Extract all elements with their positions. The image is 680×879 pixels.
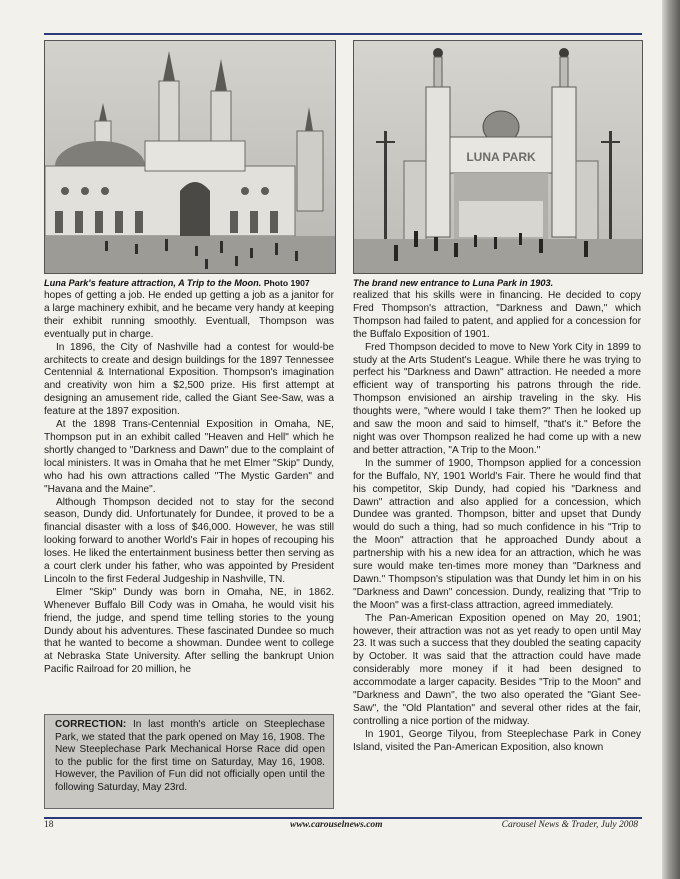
article-paragraph: Elmer "Skip" Dundy was born in Omaha, NE, in 1862. Whenever Buffalo Bill Cody was in Omaha, he would visit his friend, the judge, and spend time telling stories to the young Dundy about his adventures. These fascinated Dundee so much that he wanted to become a showman. Dundee went to college at Nebraska State University. After selling the bankrupt Union Pacific Railroad for 20 million, he [44, 586, 334, 676]
article-paragraph: The Pan-American Exposition opened on May 20, 1901; however, their attraction was not as yet ready to open until May 23. It was such a success that they doubled the seating capacity by October. It was said that the attraction could have made considerably more money if it had been designed to accommodate a larger capacity. Besides "Trip to the Moon" and "Darkness and Dawn", the two also operated the "Giant See-Saw", the "Old Plantation" and several other rides at the fair, controlling a nice portion of the midway. [353, 612, 641, 727]
bottom-rule [44, 817, 642, 819]
page-number: 18 [44, 820, 54, 830]
luna-park-sign: LUNA PARK [466, 150, 536, 164]
article-paragraph: Fred Thompson decided to move to New York City in 1899 to study at the Arts Student's League. While there he was trying to perfect his "Darkness and Dawn" attraction. He needed a more efficient way of transporting his patrons through the ride. Thompson envisioned an airship traveling in the sky. His thoughts were, "where would I take them?" Then he looked up and saw the moon and said to himself, "that's it." Before the night was over Thompson realized he had come up with a new and better attraction, "A Trip to the Moon." [353, 341, 641, 456]
article-right-column [353, 290, 641, 755]
photo-trip-to-the-moon [44, 40, 336, 274]
correction-text: In last month's article on Steeplechase Park, we stated that the park opened on May 16, 1908. The New Steeplechase Park Mechanical Horse Race did open to the public for the first time on Saturday, May 16, 1908. However, the Pavilion of Fun did not officially open until the following Saturday, May 23rd. [55, 719, 325, 793]
caption-left [44, 278, 310, 288]
article-paragraph: At the 1898 Trans-Centennial Exposition in Omaha, NE, Thompson put in an exhibit called "Heaven and Hell" which he shortly changed to "Darkness and Dawn" due to the complaint of local ministers. It was in Omaha that he met Elmer "Skip" Dundy, who had his own attractions called "The Mystic Garden" and "Havana and the Maine". [44, 419, 334, 495]
publication-info: Carousel News & Trader, July 2008 [501, 820, 638, 830]
photo-luna-park-entrance-image [354, 41, 642, 273]
article-paragraph: hopes of getting a job. He ended up getting a job as a janitor for a large machinery exhibit, and he became very handy at keeping their exhibit running smoothly. Eventuall, Thompson was eventually put in charge. [44, 290, 334, 340]
caption-right [353, 278, 553, 288]
article-paragraph: In 1901, George Tilyou, from Steeplechase Park in Coney Island, visited the Pan-American Exposition, also known [353, 728, 641, 753]
article-paragraph: In the summer of 1900, Thompson applied for a concession for the Buffalo, NY, 1901 World's Fair. There he would find that his competitor, Skip Dundy, had copied his "Darkness and Dawn" attraction and also applied for a concession, which Dundee was granted. Thompson, bitter and upset that Dundy would do such a thing, had so much confidence in his "Trip to the Moon" attraction that he approached Dundy about a partnership with his a new idea for an attraction, which he was sure would make ten-times more money than "Darkness and Dawn." Thompson's stipulation was that Dundy let him in on his "Darkness and Dawn" concession. Dundy, realizing that "Trip to the Moon" was a first-class attraction, agreed immediately. [353, 457, 641, 611]
page-spine-shadow [662, 0, 680, 879]
photo-luna-park-entrance [353, 40, 643, 274]
top-rule [44, 33, 642, 35]
article-left-column [44, 290, 334, 677]
correction-label: CORRECTION: [55, 719, 127, 730]
article-paragraph: Although Thompson decided not to stay for the second season, Dundy did. Unfortunately for Dundee, it proved to be a financial disaster with a loss of $46,000. However, he was still looking forward to another World's Fair in hopes of recouping his loses. He liked the entertainment business better then serving as a court clerk under his father, who was appointed by President Lincoln to the first Federal Judgeship in Nashville, TN. [44, 496, 334, 585]
caption-left-text: Luna Park's feature attraction, A Trip to the Moon. [44, 278, 262, 288]
photo-trip-to-the-moon-image [45, 41, 335, 273]
correction-box [44, 714, 334, 809]
article-paragraph: In 1896, the City of Nashville had a contest for would-be architects to create and design buildings for the 1897 Tennessee Centennial & International Exposition. Thompson's imagination and creativity won him a $2,500 prize. His first attempt at designing an amusement ride, called the Giant See-Saw, was a feature at the 1897 exposition. [44, 341, 334, 418]
website-link[interactable]: www.carouselnews.com [290, 820, 383, 830]
caption-right-text: The brand new entrance to Luna Park in 1903. [353, 278, 554, 288]
article-paragraph: realized that his skills were in financing. He decided to copy Fred Thompson's attraction, "Darkness and Dawn," which Thompson had failed to patent, and applied for a concession for the Buffalo Exposition of 1901. [353, 290, 641, 340]
photo-credit: Photo 1907 [263, 278, 310, 288]
